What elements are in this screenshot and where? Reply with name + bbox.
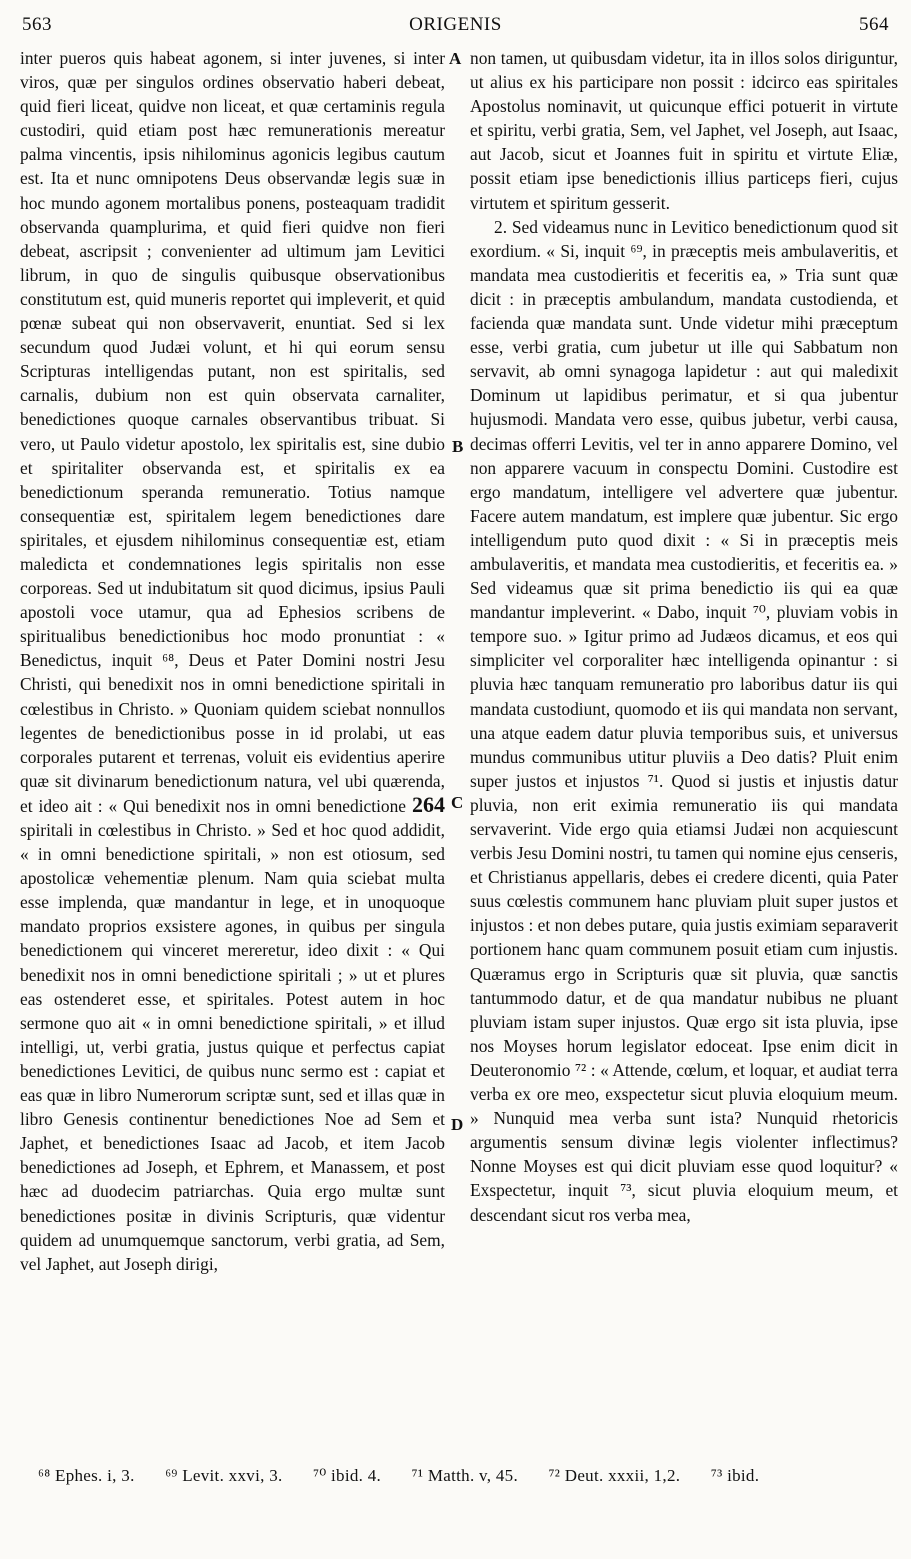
section-marker-d: D — [451, 1115, 464, 1134]
footnote: ⁶⁸ Ephes. i, 3. — [38, 1466, 135, 1485]
right-column — [470, 46, 898, 1227]
page-header — [22, 14, 889, 42]
footnote: ⁷³ ibid. — [710, 1466, 760, 1485]
running-title: ORIGENIS — [409, 14, 502, 35]
left-column-text — [20, 46, 445, 1276]
left-column — [20, 46, 445, 1276]
left-text-part1: inter pueros quis habeat agonem, si inter juvenes, si inter viros, quæ per singulos ordines observatio haberi debeat, quid fieri liceat, quidve non liceat, et quæ certaminis regula custodiri, quid etiam post hæc remunerationis mereatur palma vincentis, ipsis nihilominus agonicis legibus cautum est. Ita et nunc omnipotens Deus observandæ legis suæ in hoc mundo agonem mortalibus ponens, posteaquam tradidit observanda quamplurima, et quid fieri quidve non fieri debeat, ascripsit ; convenienter ad ultimum jam Levitici librum, in quo de singulis quibusque observationibus constitutum est, quid muneris reportet qui impleverit, et quid pœnæ subeat qui non observaverit, enuntiat. Sed si lex secundum quod Judæi volunt, et hi qui eorum sensu Scripturas intelligendas putant, non est spiritalis, sed carnalis, dubium non est quin observata carnaliter, benedictiones quoque carnales observantibus tribuat. Si vero, ut Paulo videtur apostolo, lex spiritalis est, sine dubio et spiritaliter observanda est, et spiritalis ex ea benedictionum speranda remuneratio. Totius namque consequentiæ est, spiritalem legem benedictiones dare spiritales, et ejusdem nihilominus consequentiæ est, etiam maledicta et condemnationes legis spiritalis non esse corporeas. Sed ut indubitatum sit quod dicimus, ipsius Pauli apostoli voce utamur, qua ad Ephesios scribens de spiritualibus benedictionibus hoc modo pronuntiat : « Benedictus, inquit ⁶⁸, Deus et Pater Domini nostri Jesu Christi, qui benedixit nos in omni benedictione spiritali in cœlestibus in Christo. » Quoniam quidem sciebat nonnullos legentes de benedictionibus posse in id prolabi, ut eas corporales putarent et terrenas, voluit eis evidentius aperire quæ sit divinarum benedictionum natura, vel ubi quærenda, et ideo ait : « Qui benedixit nos in omni benedictione — [20, 48, 445, 816]
footnote: ⁶⁹ Levit. xxvi, 3. — [165, 1466, 283, 1485]
right-paragraph-2: 2. Sed videamus nunc in Levitico benedictionum quod sit exordium. « Si, inquit ⁶⁹, in præceptis meis ambulaveritis, et mandata mea custodieritis et feceritis ea, » Tria sunt quæ dicit : in præceptis ambulandum, mandata custodienda, et facienda quæ mandata sunt. Unde videtur mihi præceptum esse, verbi gratia, cum jubetur ut ille qui Sabbatum non servavit, ab omni synagoga lapidetur : aut qui maledixit Dominum ut lapidibus perimatur, et si qua jubentur hujusmodi. Mandata vero esse, quibus jubetur, verbi causa, decimas offerri Levitis, vel ter in anno apparere Domino, vel non apparere vacuum in conspectu Domini. Custodire est ergo mandatum, intelligere vel advertere quæ jubentur. Facere autem mandatum, est implere quæ jubentur. Sic ergo intelligendum puto quod dixit : « Si in præceptis meis ambulaveritis, et mandata mea custodieritis, et feceritis ea. » Sed videamus quæ sit prima benedictio iis qui ea quæ mandantur impleverint. « Dabo, inquit ⁷⁰, pluviam vobis in tempore suo. » Igitur primo ad Judæos dicamus, et eos qui simpliciter vel corporaliter hæc intelligenda opinantur : si pluvia hæc tanquam remuneratio pro laboribus datur iis qui mandata custodiunt, quomodo et iis qui mandata non servant, una atque eadem datur pluvia temporibus suis, et universus mundus communibus utitur pluviis a Deo datis? Pluit enim super justos et injustos ⁷¹. Quod si justis et injustis datur pluvia, non erit eximia remuneratio iis qui mandata servaverint. Vide ergo quia etiamsi Judæi non acquiescunt verbis Jesu Domini nostri, tu tamen qui nomine ejus censeris, et Christianus appellaris, debes ei credere dicenti, quia Pater suus cœlestis communem hanc pluviam pluit super justos et injustos : et non debes putare, quia justis eximiam separaverit portionem hanc quam communem posuit etiam cum injustis. Quæramus ergo in Scripturis quæ sit pluvia, quæ sanctis tantummodo datur, et de qua mandatur nubibus ne pluant pluviam istam super injustos. Quæ ergo sit ista pluvia, ipse nos Moyses horum legislator edoceat. Ipse enim dicit in Deuteronomio ⁷² : « Attende, cœlum, et loquar, et audiat terra verba ex ore meo, exspectetur sicut pluvia eloquium meum. » Nunquid mea verba sunt ista? Nunquid rhetoricis argumentis sensum divinæ legis violenter inflectimus? Nonne Moyses est qui dicit pluviam esse quod loquitur? « Exspectetur, inquit ⁷³, sicut pluvia eloquium meum, et descendant sicut ros verba mea, — [470, 216, 898, 1225]
column-number: 264 — [412, 791, 445, 817]
left-page-number: 563 — [22, 14, 52, 35]
section-marker-c: C — [451, 793, 464, 812]
footnote: ⁷¹ Matth. v, 45. — [411, 1466, 518, 1485]
footnote: ⁷⁰ ibid. 4. — [313, 1466, 382, 1485]
section-marker-b: B — [452, 437, 464, 456]
left-text-part2: spiritali in cœlestibus in Christo. » Sed et hoc quod addidit, « in omni benedictione spiritali, » non est otiosum, sed apostolicæ vehementiæ plenum. Nam quia sciebat multa esse implenda, quæ mandantur in lege, et in unoquoque mandato proprios exsistere agones, in quibus per singula benedictionem qui vinceret mereretur, ideo dixit : « Qui benedixit nos in omni benedictione spiritali ; » ut et plures eas ostenderet esse, et spiritales. Potest autem in hoc sermone quo ait « in omni benedictione spiritali, » et illud intelligi, ut, verbi gratia, justus quique et perfectus capiat benedictiones Levitici, de quibus nunc sermo est : capiat et eas quæ in libro Numerorum scriptæ sunt, sed et illas quæ in libro Genesis continentur benedictiones Noe ad Sem et Japhet, et benedictiones Isaac ad Jacob, et item Jacob benedictiones ad Joseph, et Ephrem, et Manassem, et post hæc ad duodecim patriarchas. Quia ergo multæ sunt benedictiones positæ in divinis Scripturis, quæ videntur quidem ad unumquemque sanctorum, verbi gratia, ad Sem, vel Japhet, aut Joseph dirigi, — [20, 820, 445, 1274]
right-paragraph-1: non tamen, ut quibusdam videtur, ita in illos solos diriguntur, ut alius ex his participare non possit : idcirco eas spiritales Apostolus nominavit, ut quicunque effici potuerit in virtute et spiritu, verbi gratia, Sem, vel Japhet, vel Joseph, aut Isaac, aut Jacob, sicut et Joannes fuit in spiritu et virtute Eliæ, possit etiam ipse benedictionis illius particeps fieri, cujus virtutem et spiritum gesserit. — [470, 48, 898, 213]
right-page-number: 564 — [859, 14, 889, 35]
footnotes — [38, 1466, 881, 1486]
section-marker-a: A — [449, 49, 462, 68]
footnote: ⁷² Deut. xxxii, 1,2. — [548, 1466, 681, 1485]
